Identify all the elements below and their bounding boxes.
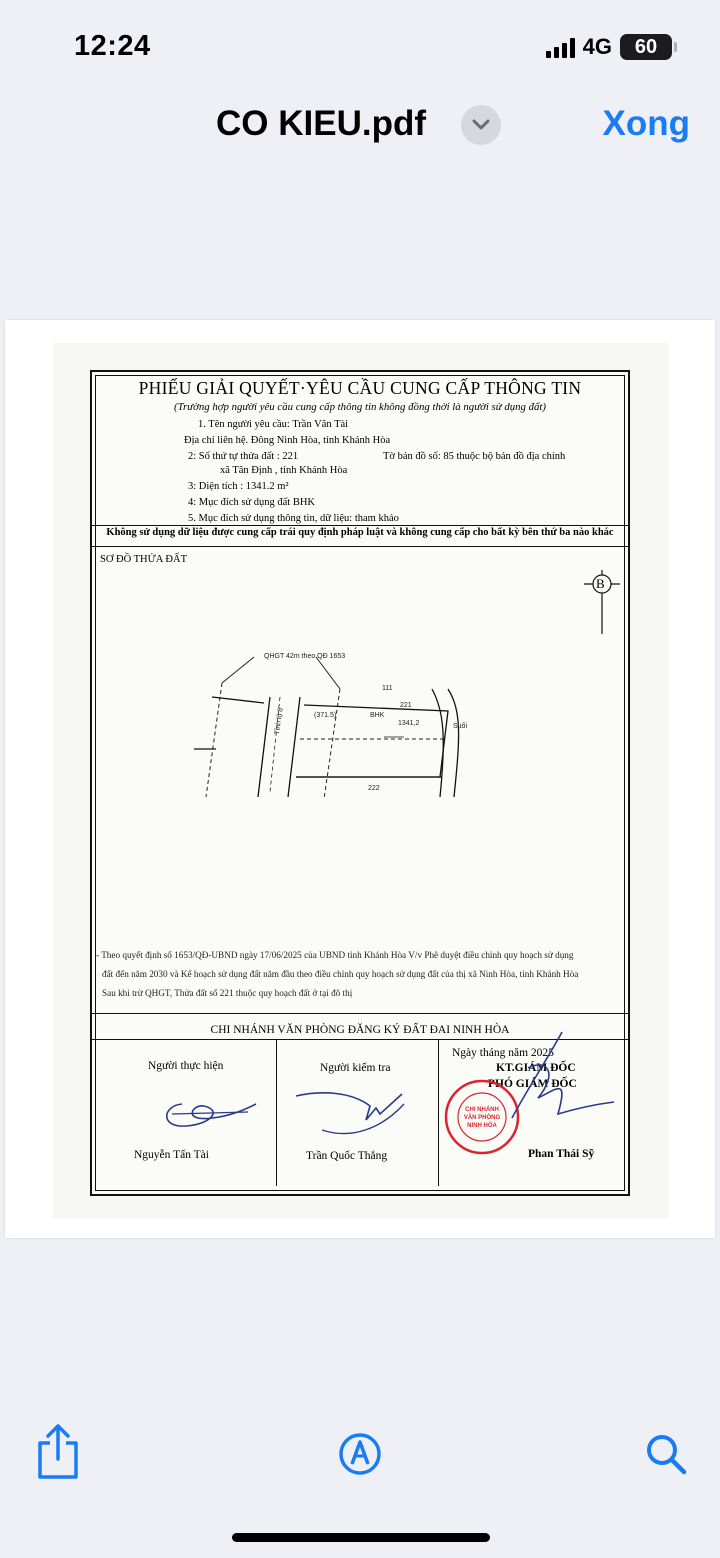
parcel-221-label: 221: [400, 702, 412, 709]
address-line: Địa chỉ liên hệ. Đông Ninh Hòa, tỉnh Khánh Hòa: [184, 435, 391, 446]
land-code-label: BHK: [370, 712, 385, 719]
status-bar: [0, 0, 720, 90]
requester-line: 1. Tên người yêu cầu: Trần Văn Tài: [198, 419, 349, 430]
title-menu-button[interactable]: [461, 105, 501, 145]
document-title[interactable]: CO KIEU.pdf: [216, 104, 426, 143]
performer-name: Nguyễn Tấn Tài: [134, 1149, 209, 1161]
document-heading: PHIẾU GIẢI QUYẾT·YÊU CẦU CUNG CẤP THÔNG TIN: [138, 378, 582, 398]
done-button[interactable]: Xong: [602, 104, 690, 143]
road-plan-label: QHGT 42m theo QĐ 1653: [264, 653, 346, 660]
document-subheading: (Trường hợp người yêu cầu cung cấp thông tin không đồng thời là người sử dụng đất): [173, 401, 547, 413]
search-button[interactable]: [636, 1424, 696, 1484]
status-icons: [546, 34, 672, 60]
status-time: 12:24: [74, 30, 151, 62]
parcel-222-label: 222: [368, 785, 380, 792]
share-icon: [34, 1423, 82, 1481]
date-line: Ngày tháng năm 2025: [452, 1047, 554, 1059]
svg-text:CHI NHÁNH: CHI NHÁNH: [465, 1107, 499, 1113]
area-line: 3: Diện tích : 1341.2 m²: [188, 481, 289, 492]
deputy-name: Phan Thái Sỹ: [528, 1148, 595, 1160]
deputy-title: PHÓ GIÁM ĐỐC: [488, 1078, 577, 1090]
nav-bar: [0, 92, 720, 162]
scanned-document: [53, 343, 669, 1218]
battery-icon: 60: [620, 34, 672, 60]
parcel-map: [192, 627, 572, 827]
note-line-2: đất đến năm 2030 và Kế hoạch sử dụng đất năm đầu theo điều chỉnh quy hoạch sử dụng đất của thị xã Ninh Hòa, tỉnh Khánh Hòa: [102, 969, 579, 979]
parcel-area-label: 1341,2: [398, 720, 420, 727]
note-line-3: Sau khi trừ QHGT, Thửa đất số 221 thuộc quy hoạch đất ở tại đô thị: [102, 988, 353, 998]
director-title: KT.GIÁM ĐỐC: [496, 1062, 576, 1074]
section-title: SƠ ĐỒ THỬA ĐẤT: [100, 554, 187, 565]
performer-label: Người thực hiện: [148, 1060, 224, 1072]
land-use-line: 4: Mục đích sử dụng đất BHK: [188, 497, 316, 508]
commune-line: xã Tân Định , tỉnh Khánh Hòa: [220, 465, 348, 476]
checker-label: Người kiểm tra: [320, 1062, 391, 1074]
markup-icon: [338, 1432, 382, 1476]
home-indicator[interactable]: [232, 1533, 490, 1542]
stream-label: Suối: [453, 723, 468, 730]
warning-text: Không sử dụng dữ liệu được cung cấp trái quy định pháp luật và không cung cấp cho bất kỳ bên thứ ba nào khác: [106, 527, 614, 538]
road-name-label: Tỉnh lộ 8: [274, 707, 285, 735]
office-title: CHI NHÁNH VĂN PHÒNG ĐĂNG KÝ ĐẤT ĐAI NINH HÒA: [210, 1024, 510, 1036]
checker-name: Trần Quốc Thắng: [306, 1150, 388, 1162]
map-sheet-line: Tờ bản đồ số: 85 thuộc bộ bản đồ địa chính: [383, 451, 566, 462]
signal-icon: [546, 36, 575, 58]
network-type: 4G: [582, 34, 612, 59]
search-icon: [644, 1432, 688, 1476]
share-button[interactable]: [28, 1422, 88, 1482]
pdf-page[interactable]: [5, 320, 715, 1238]
performer-signature: [152, 1088, 262, 1138]
north-marker: B: [596, 576, 605, 591]
info-purpose-line: 5. Mục đích sử dụng thông tin, dữ liệu: tham khảo: [188, 513, 399, 524]
parcel-line: 2: Số thứ tự thửa đất : 221: [188, 451, 299, 462]
note-line-1: - Theo quyết định số 1653/QĐ-UBND ngày 17/06/2025 của UBND tỉnh Khánh Hòa V/v Phê duyệt điều chỉnh quy hoạch sử dụng: [96, 950, 574, 960]
area-371-label: (371.5): [314, 712, 337, 719]
svg-text:VĂN PHÒNG: VĂN PHÒNG: [463, 1115, 501, 1121]
svg-text:NINH HÒA: NINH HÒA: [467, 1123, 497, 1129]
parcel-111-label: 111: [382, 685, 393, 692]
deputy-signature: [488, 1028, 618, 1138]
document-frame: [90, 370, 630, 1196]
chevron-down-icon: [472, 119, 490, 131]
markup-button[interactable]: [330, 1424, 390, 1484]
checker-signature: [292, 1084, 422, 1144]
bottom-toolbar: [0, 1412, 720, 1502]
